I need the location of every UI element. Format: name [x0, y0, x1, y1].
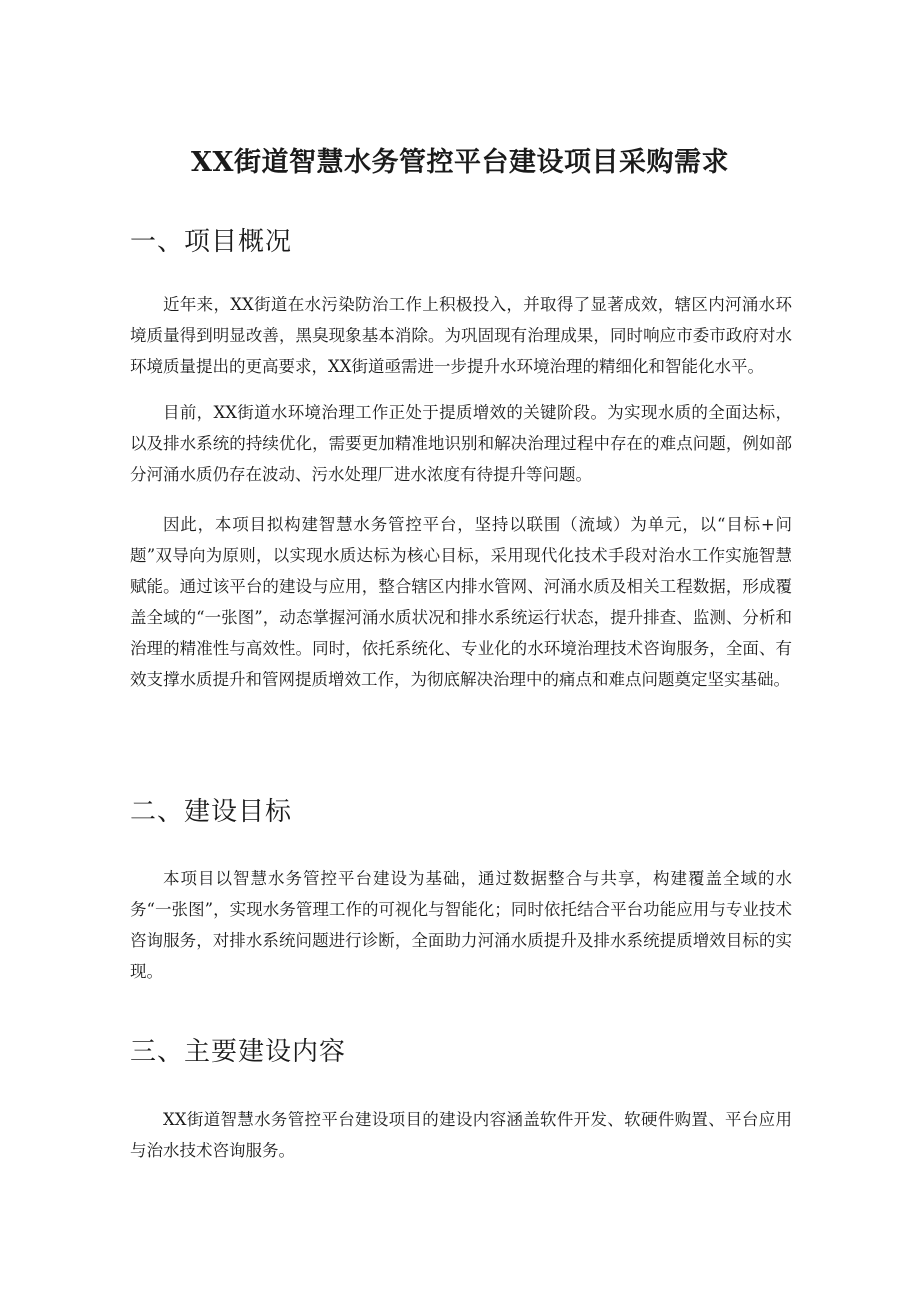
- document-title: XX街道智慧水务管控平台建设项目采购需求: [191, 147, 729, 178]
- section-heading-goals: 二、建设目标: [130, 797, 293, 827]
- paragraph-goals-1: 本项目以智慧水务管控平台建设为基础，通过数据整合与共享，构建覆盖全域的水务“一张图”，实现水务管理工作的可视化与智能化；同时依托结合平台功能应用与专业技术咨询服务，对排水系统问题进行诊断，全面助力河涌水质提升及排水系统提质增效目标的实现。: [130, 869, 792, 981]
- section-heading-overview: 一、项目概况: [130, 227, 293, 257]
- paragraph-overview-3: 因此，本项目拟构建智慧水务管控平台，坚持以联围（流域）为单元，以“目标+问题”双导向为原则，以实现水质达标为核心目标，采用现代化技术手段对治水工作实施智慧赋能。通过该平台的建设与应用，整合辖区内排水管网、河涌水质及相关工程数据，形成覆盖全域的“一张图”，动态掌握河涌水质状况和排水系统运行状态，提升排查、监测、分析和治理的精准性与高效性。同时，依托系统化、专业化的水环境治理技术咨询服务，全面、有效支撑水质提升和管网提质增效工作，为彻底解决治理中的痛点和难点问题奠定坚实基础。: [130, 515, 792, 689]
- paragraph-content-1: XX街道智慧水务管控平台建设项目的建设内容涵盖软件开发、软硬件购置、平台应用与治水技术咨询服务。: [130, 1110, 792, 1160]
- section-heading-content: 三、主要建设内容: [130, 1037, 347, 1067]
- paragraph-overview-1: 近年来，XX街道在水污染防治工作上积极投入，并取得了显著成效，辖区内河涌水环境质量得到明显改善，黑臭现象基本消除。为巩固现有治理成果，同时响应市委市政府对水环境质量提出的更高要求，XX街道亟需进一步提升水环境治理的精细化和智能化水平。: [130, 295, 792, 376]
- paragraph-overview-2: 目前，XX街道水环境治理工作正处于提质增效的关键阶段。为实现水质的全面达标，以及排水系统的持续优化，需要更加精准地识别和解决治理过程中存在的难点问题，例如部分河涌水质仍存在波动、污水处理厂进水浓度有待提升等问题。: [130, 403, 792, 484]
